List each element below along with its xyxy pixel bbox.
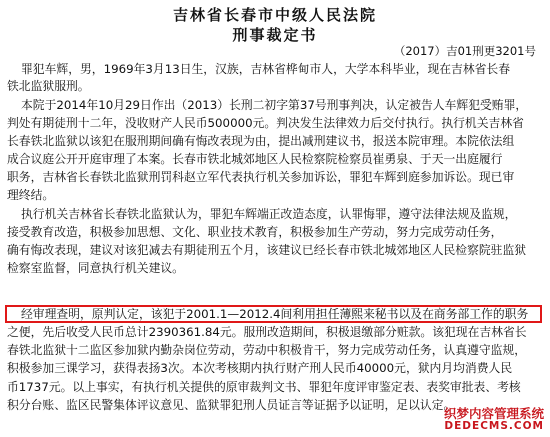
paragraph-line: 币1737元。以上事实，有执行机关提供的原审裁判文书、罪犯年度评审鉴定表、表奖审批表、考核: [7, 380, 521, 394]
highlighted-line: 经审理查明，原判认定，该犯于2001.1—2012.4间利用担任薄熙来秘书以及在商务部工作的职务: [21, 307, 529, 321]
court-name: 吉林省长春市中级人民法院: [172, 6, 377, 24]
paragraph-line: 检察室监督，同意执行机关建议。: [7, 261, 184, 275]
paragraph-line: 本院于2014年10月29日作出（2013）长刑二初字第37号刑事判决，认定被告人车辉犯受贿罪，: [21, 98, 528, 112]
paragraph-line: 判处有期徒刑十二年，没收财产人民币500000元。判决发生法律效力后交付执行。执行机关吉林省: [7, 116, 524, 130]
paragraph-line: 理终结。: [7, 188, 55, 202]
paragraph-line: 确有悔改表现，建议对该犯减去有期徒刑五个月，该建议已经长春市铁北城郊地区人民检察院驻监狱: [7, 243, 527, 257]
paragraph-line: 长春铁北监狱以该犯在服刑期间确有悔改表现为由，提出减刑建议书，报送本院审理。本院依法组: [7, 134, 515, 148]
watermark-logo: [444, 407, 544, 433]
paragraph-line: 成合议庭公开开庭审理了本案。长春市铁北城郊地区人民检察院检察员崔勇泉、于天一出庭履行: [7, 152, 503, 166]
paragraph-line: 执行机关吉林省长春铁北监狱认为，罪犯车辉端正改造态度，认罪悔罪，遵守法律法规及监规，: [21, 207, 517, 221]
paragraph-line: 铁北监狱服刑。: [7, 79, 90, 93]
case-number: （2017）吉01刑更3201号: [393, 44, 536, 58]
paragraph-line: 积极参加三课学习，获得表扬3次。本次考核期内执行财产刑人民币40000元，狱内月均消费人民: [7, 361, 513, 375]
paragraph-line: 罪犯车辉，男，1969年3月13日生，汉族，吉林省桦甸市人，大学本科毕业，现在吉林省长春: [21, 62, 511, 76]
document-type: 刑事裁定书: [232, 26, 318, 44]
watermark-text-cn: 织梦内容管理系统: [443, 406, 544, 421]
paragraph-line: 职务，吉林省长春铁北监狱刑罚科赵立军代表执行机关参加诉讼，罪犯车辉到庭参加诉讼。现已审: [7, 170, 515, 184]
paragraph-line: 接受教育改造，积极参加思想、文化、职业技术教育，积极参加生产劳动，努力完成劳动任务，: [7, 225, 503, 239]
paragraph-line: 积分台账、监区民警集体评议意见、监狱罪犯刑人员证言等证据予以证明，足以认定。: [7, 398, 456, 412]
watermark-text-en: DEDECMS.COM: [444, 420, 544, 432]
paragraph-line: 春铁北监狱十二监区参加狱内勤杂岗位劳动，劳动中积极肯干，努力完成劳动任务，认真遵守监规，: [7, 343, 527, 357]
paragraph-line: 之便，先后收受人民币总计2390361.84元。服刑改造期间，积极退缴部分赃款。该犯现在吉林省长: [7, 325, 527, 339]
